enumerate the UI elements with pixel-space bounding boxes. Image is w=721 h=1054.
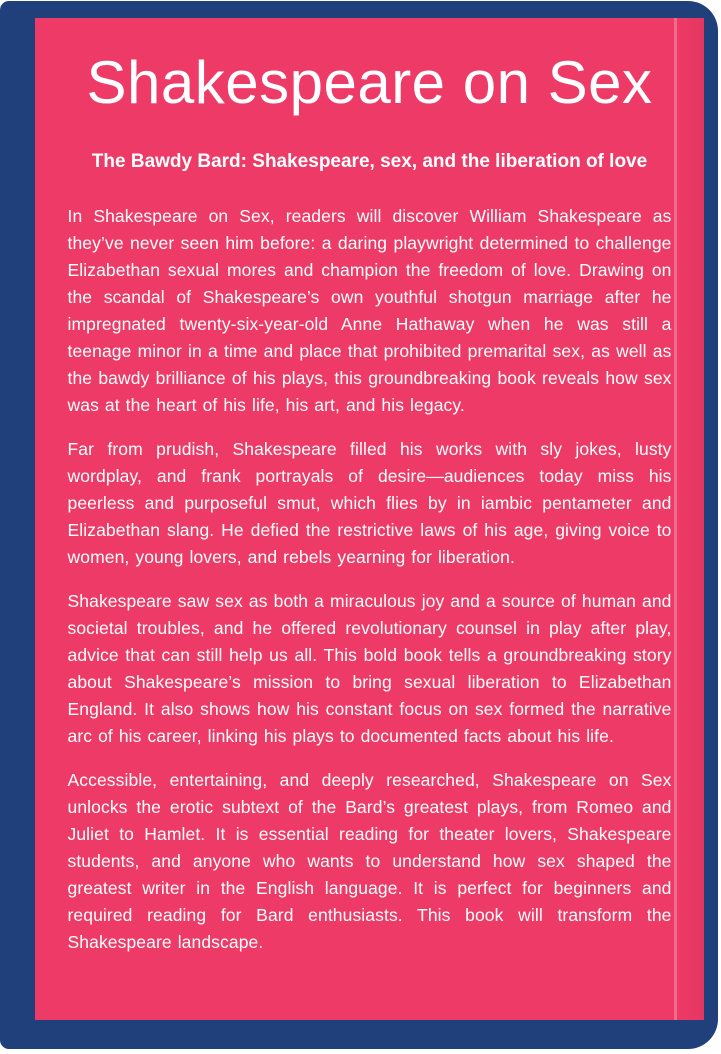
book-description (68, 203, 672, 956)
book-title: Shakespeare on Sex (86, 49, 653, 116)
book-subtitle: The Bawdy Bard: Shakespeare, sex, and the liberation of love (91, 150, 648, 172)
description-paragraph-2: Far from prudish, Shakespeare filled his works with sly jokes, lusty wordplay, and frank portrayals of desire—audiences today miss his peerless and purposeful smut, which flies by in iambic pentameter and Elizabethan slang. He defied the restrictive laws of his age, giving voice to women, young lovers, and rebels yearning for liberation. (67, 438, 672, 567)
description-paragraph-3: Shakespeare saw sex as both a miraculous joy and a source of human and societal troubles, and he offered revolutionary counsel in play after play, advice that can still help us all. This bold book tells a groundbreaking story about Shakespeare’s mission to bring sexual liberation to Elizabethan England. It also shows how his constant focus on sex formed the narrative arc of his career, linking his plays to documented facts about his life. (67, 590, 672, 746)
cover-front (35, 18, 704, 1020)
description-paragraph-1: In Shakespeare on Sex, readers will discover William Shakespeare as they’ve never seen him before: a daring playwright determined to challenge Elizabethan sexual mores and champion the freedom of love. Drawing on the scandal of Shakespeare’s own youthful shotgun marriage after he impregnated twenty-six-year-old Anne Hathaway when he was still a teenage minor in a time and place that prohibited premarital sex, as well as the bawdy brilliance of his plays, this groundbreaking book reveals how sex was at the heart of his life, his art, and his legacy. (67, 205, 672, 415)
description-paragraph-4: Accessible, entertaining, and deeply researched, Shakespeare on Sex unlocks the erotic subtext of the Bard’s greatest plays, from Romeo and Juliet to Hamlet. It is essential reading for theater lovers, Shakespeare students, and anyone who wants to understand how sex shaped the greatest writer in the English language. It is perfect for beginners and required reading for Bard enthusiasts. This book will transform the Shakespeare landscape. (67, 769, 672, 952)
book-cover (0, 1, 718, 1049)
